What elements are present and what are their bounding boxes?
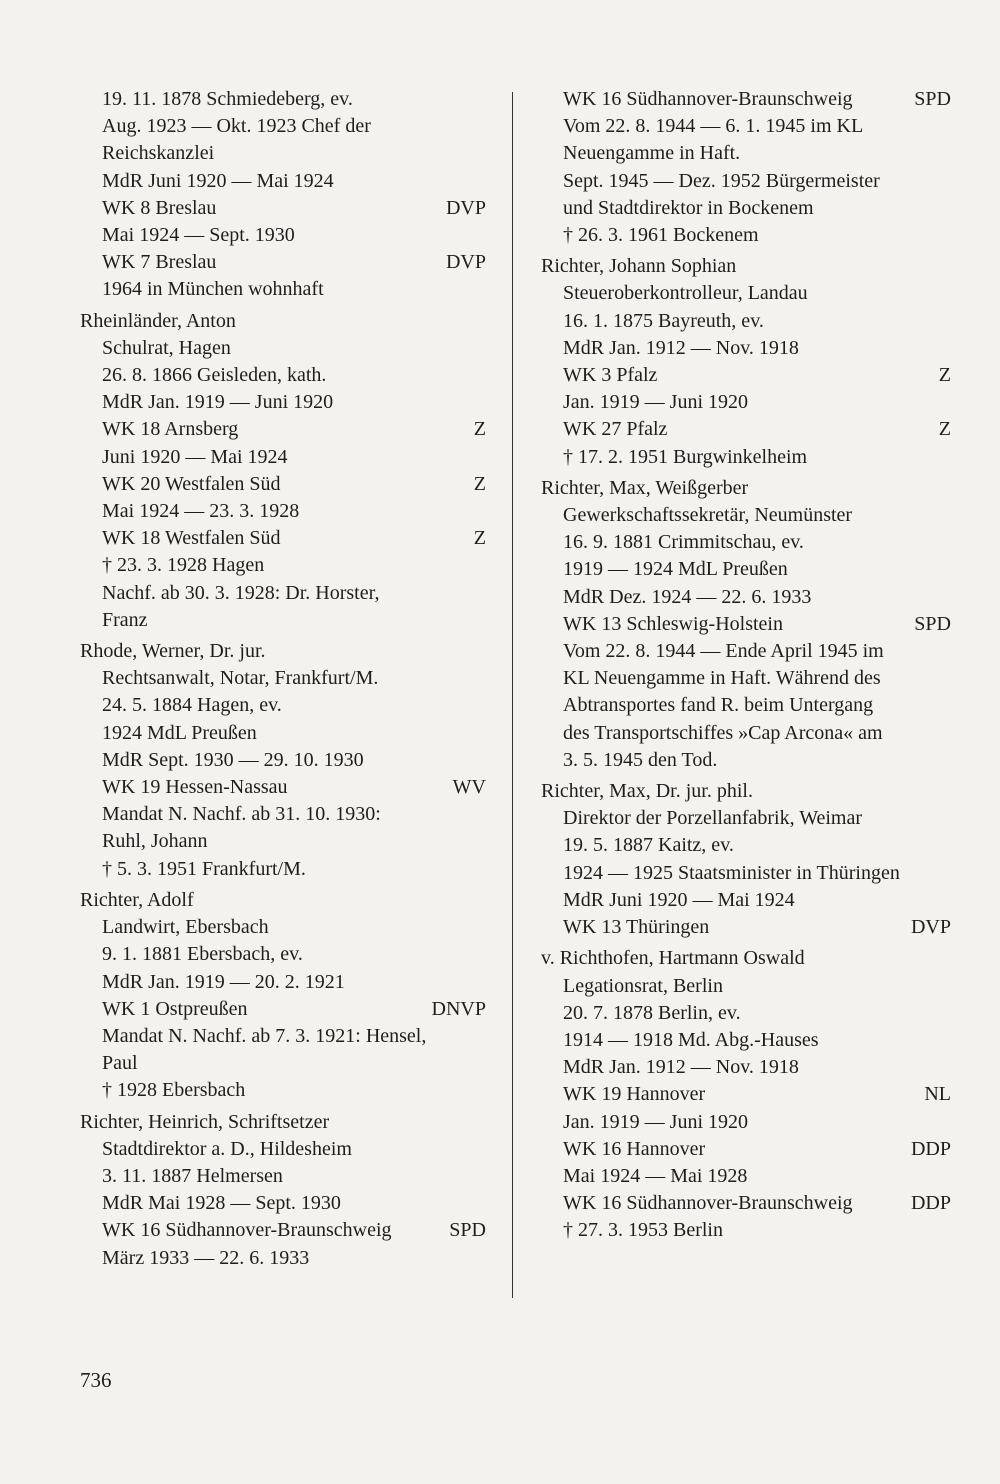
party-label: Z <box>473 418 486 441</box>
entry-line: 19. 11. 1878 Schmiedeberg, ev. <box>102 88 353 110</box>
party-label: DVP <box>910 916 951 939</box>
biography-entry <box>80 887 486 1105</box>
constituency-text: WK 27 Pfalz <box>563 418 668 441</box>
constituency-line <box>541 611 951 638</box>
entry-line: 9. 1. 1881 Ebersbach, ev. <box>102 943 303 966</box>
entry-line: MdR Dez. 1924 — 22. 6. 1933 <box>563 585 812 608</box>
entry-line: Vom 22. 8. 1944 — 6. 1. 1945 im KL <box>563 115 864 138</box>
entry-line: Schulrat, Hagen <box>102 336 231 359</box>
constituency-line <box>541 86 951 113</box>
entry-line: 1924 MdL Preußen <box>102 721 257 744</box>
party-label: Z <box>473 472 486 495</box>
constituency-line <box>80 1217 486 1244</box>
entry-name: Richter, Max, Weißgerber <box>541 476 749 499</box>
continued-entry <box>80 86 486 304</box>
constituency-line <box>80 249 486 276</box>
entry-line: 26. 8. 1866 Geisleden, kath. <box>102 364 327 387</box>
entry-line: 1924 — 1925 Staatsminister in Thüringen <box>563 861 900 884</box>
constituency-text: WK 18 Arnsberg <box>102 418 239 441</box>
party-label: DDP <box>910 1192 951 1215</box>
continued-entry <box>541 86 951 249</box>
entry-name: Richter, Heinrich, Schriftsetzer <box>80 1110 330 1133</box>
constituency-text: WK 3 Pfalz <box>563 364 658 387</box>
constituency-line <box>541 362 951 389</box>
entry-name: Richter, Johann Sophian <box>541 255 737 278</box>
entry-line: Ruhl, Johann <box>102 830 208 853</box>
entry-line: Mai 1924 — Mai 1928 <box>563 1164 748 1187</box>
entry-line: Abtransportes fand R. beim Untergang <box>563 694 874 717</box>
party-label: NL <box>924 1083 951 1106</box>
entry-line: Mai 1924 — 23. 3. 1928 <box>102 500 300 523</box>
constituency-text: WK 8 Breslau <box>102 196 217 219</box>
party-label: DVP <box>445 251 486 274</box>
constituency-line <box>80 416 486 443</box>
party-label: DNVP <box>431 997 486 1020</box>
constituency-text: WK 20 Westfalen Süd <box>102 472 281 495</box>
entry-line: Direktor der Porzellanfabrik, Weimar <box>563 807 863 830</box>
entry-line: des Transportschiffes »Cap Arcona« am <box>563 721 883 744</box>
entry-line: Legationsrat, Berlin <box>563 974 723 997</box>
biography-entry <box>80 308 486 634</box>
entry-line: Steueroberkontrolleur, Landau <box>563 282 808 305</box>
constituency-line <box>541 914 951 941</box>
right-column <box>541 86 951 1249</box>
entry-line: Mandat N. Nachf. ab 31. 10. 1930: <box>102 803 381 826</box>
party-label: Z <box>473 527 486 550</box>
entry-line: † 5. 3. 1951 Frankfurt/M. <box>102 857 306 880</box>
entry-line: MdR Jan. 1912 — Nov. 1918 <box>563 1056 799 1079</box>
entry-line: Franz <box>102 608 148 631</box>
party-label: SPD <box>914 612 951 635</box>
entry-line: 3. 5. 1945 den Tod. <box>563 748 718 771</box>
entry-line: KL Neuengamme in Haft. Während des <box>563 667 881 690</box>
entry-name: Rhode, Werner, Dr. jur. <box>80 640 266 663</box>
entry-line: Vom 22. 8. 1944 — Ende April 1945 im <box>563 640 884 663</box>
entry-line: † 26. 3. 1961 Bockenem <box>563 224 759 247</box>
constituency-line <box>541 416 951 443</box>
constituency-line <box>80 774 486 801</box>
entry-name: Rheinländer, Anton <box>80 309 236 332</box>
entry-line: † 23. 3. 1928 Hagen <box>102 554 265 577</box>
page-number: 736 <box>80 1368 112 1392</box>
entry-line: Mai 1924 — Sept. 1930 <box>102 224 295 247</box>
party-label: DVP <box>445 196 486 219</box>
party-label: Z <box>938 364 951 387</box>
entry-line: und Stadtdirektor in Bockenem <box>563 196 814 219</box>
constituency-line <box>541 1190 951 1217</box>
entry-line: Jan. 1919 — Juni 1920 <box>563 1110 748 1133</box>
constituency-text: WK 18 Westfalen Süd <box>102 527 281 550</box>
party-label: WV <box>452 776 486 799</box>
entry-line: 3. 11. 1887 Helmersen <box>102 1164 283 1187</box>
entry-line: Paul <box>102 1052 138 1075</box>
constituency-line <box>541 1136 951 1163</box>
entry-line: MdR Mai 1928 — Sept. 1930 <box>102 1192 341 1215</box>
biography-entry <box>541 253 951 471</box>
biography-entry <box>80 638 486 883</box>
entry-name: Richter, Adolf <box>80 888 194 911</box>
entry-line: † 17. 2. 1951 Burgwinkelheim <box>563 445 808 468</box>
constituency-text: WK 7 Breslau <box>102 251 217 274</box>
left-column <box>80 86 486 1276</box>
party-label: SPD <box>449 1219 486 1242</box>
entry-line: Juni 1920 — Mai 1924 <box>102 445 288 468</box>
entry-line: MdR Jan. 1919 — 20. 2. 1921 <box>102 970 345 993</box>
constituency-line <box>80 996 486 1023</box>
party-label: Z <box>938 418 951 441</box>
biography-entry <box>541 778 951 941</box>
constituency-text: WK 1 Ostpreußen <box>102 997 248 1020</box>
entry-line: Mandat N. Nachf. ab 7. 3. 1921: Hensel, <box>102 1024 427 1047</box>
entry-line: Aug. 1923 — Okt. 1923 Chef der <box>102 115 371 138</box>
constituency-text: WK 16 Südhannover-Braunschweig <box>563 88 853 110</box>
constituency-text: WK 19 Hannover <box>563 1083 706 1106</box>
party-label: DDP <box>910 1137 951 1160</box>
constituency-text: WK 13 Schleswig-Holstein <box>563 612 783 635</box>
entry-line: Landwirt, Ebersbach <box>102 916 269 939</box>
entry-line: Nachf. ab 30. 3. 1928: Dr. Horster, <box>102 581 380 604</box>
constituency-text: WK 19 Hessen-Nassau <box>102 776 288 799</box>
entry-line: MdR Juni 1920 — Mai 1924 <box>563 888 795 911</box>
constituency-line <box>80 525 486 552</box>
constituency-text: WK 16 Hannover <box>563 1137 706 1160</box>
biography-entry <box>541 945 951 1244</box>
entry-line: März 1933 — 22. 6. 1933 <box>102 1246 310 1269</box>
entry-line: 16. 1. 1875 Bayreuth, ev. <box>563 309 764 332</box>
entry-name: v. Richthofen, Hartmann Oswald <box>541 947 805 970</box>
party-label: SPD <box>914 88 951 110</box>
entry-line: Stadtdirektor a. D., Hildesheim <box>102 1137 352 1160</box>
constituency-text: WK 16 Südhannover-Braunschweig <box>102 1219 392 1242</box>
entry-line: Neuengamme in Haft. <box>563 142 741 165</box>
constituency-line <box>80 195 486 222</box>
entry-line: 1914 — 1918 Md. Abg.-Hauses <box>563 1028 819 1051</box>
constituency-line <box>541 1081 951 1108</box>
entry-line: † 27. 3. 1953 Berlin <box>563 1219 723 1242</box>
entry-line: 24. 5. 1884 Hagen, ev. <box>102 694 282 717</box>
entry-line: MdR Jan. 1919 — Juni 1920 <box>102 391 334 414</box>
entry-line: MdR Juni 1920 — Mai 1924 <box>102 169 334 192</box>
entry-line: Jan. 1919 — Juni 1920 <box>563 391 748 414</box>
column-divider <box>512 92 513 1298</box>
entry-line: Gewerkschaftssekretär, Neumünster <box>563 504 853 527</box>
entry-line: 1964 in München wohnhaft <box>102 278 324 301</box>
constituency-text: WK 16 Südhannover-Braunschweig <box>563 1192 853 1215</box>
entry-name: Richter, Max, Dr. jur. phil. <box>541 780 753 803</box>
constituency-line <box>80 471 486 498</box>
entry-line: 19. 5. 1887 Kaitz, ev. <box>563 834 734 857</box>
entry-line: 1919 — 1924 MdL Preußen <box>563 558 788 581</box>
biography-entry <box>541 475 951 774</box>
entry-line: MdR Sept. 1930 — 29. 10. 1930 <box>102 748 364 771</box>
entry-line: 20. 7. 1878 Berlin, ev. <box>563 1001 741 1024</box>
entry-line: 16. 9. 1881 Crimmitschau, ev. <box>563 531 804 554</box>
entry-line: Reichskanzlei <box>102 142 215 165</box>
entry-line: Rechtsanwalt, Notar, Frankfurt/M. <box>102 667 379 690</box>
entry-line: MdR Jan. 1912 — Nov. 1918 <box>563 336 799 359</box>
biography-entry <box>80 1109 486 1272</box>
entry-line: Sept. 1945 — Dez. 1952 Bürgermeister <box>563 169 880 192</box>
entry-line: † 1928 Ebersbach <box>102 1079 246 1102</box>
constituency-text: WK 13 Thüringen <box>563 916 710 939</box>
